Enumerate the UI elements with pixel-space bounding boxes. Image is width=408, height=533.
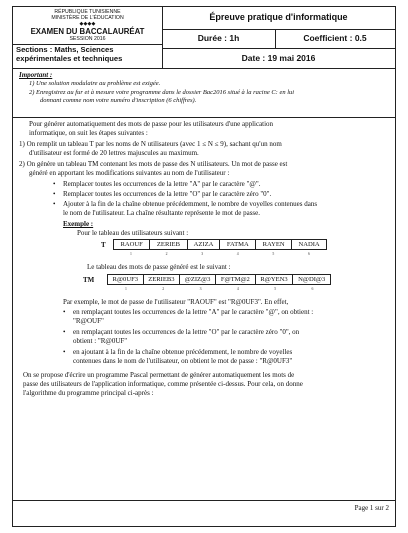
- duree-label: Durée : 1h: [197, 33, 240, 43]
- rule-bullet-3a: Ajouter à la fin de la chaîne obtenue précédemment, le nombre de voyelles contenues dans: [63, 200, 318, 208]
- important-heading: Important :: [19, 71, 53, 79]
- table-cell: NADIA: [292, 240, 327, 250]
- rule-bullet-3b: le nom de l'utilisateur. La chaîne résultante représente le mot de passe.: [63, 209, 260, 217]
- table-cell: N@DI@3: [293, 275, 331, 285]
- epreuve-title: Épreuve pratique d'informatique: [209, 12, 348, 22]
- intro-line-2: informatique, on suit les étapes suivantes :: [29, 129, 148, 137]
- table-cell: AZIZA: [187, 240, 220, 250]
- table-cell: ZERIEB3: [143, 275, 180, 285]
- step-2-line-1: 2) On génère un tableau TM contenant les mots de passe des N utilisateurs. Un mot de passe est: [19, 160, 288, 168]
- table-index: 4: [236, 252, 239, 256]
- republique-label: RÉPUBLIQUE TUNISIENNE: [54, 9, 121, 15]
- date-label: Date : 19 mai 2016: [241, 53, 316, 63]
- table-cell: R@0UF3: [108, 275, 144, 285]
- tm-caption: Le tableau des mots de passe généré est le suivant :: [87, 263, 231, 271]
- coefficient-label: Coefficient : 0.5: [303, 33, 367, 43]
- table-index: 6: [308, 252, 310, 256]
- step-1-line-1: 1) On remplit un tableau T par les noms de N utilisateurs (avec 1 ≤ N ≤ 9), sachant qu'un nom: [19, 140, 282, 148]
- exam-header: [13, 7, 395, 69]
- table-index: 2: [162, 287, 165, 291]
- table-cell: FATMA: [220, 240, 256, 250]
- page-number: Page 1 sur 2: [354, 504, 389, 512]
- rule-bullet-1: Remplacer toutes les occurrences de la lettre "A" par le caractère "@".: [63, 180, 261, 188]
- table-index: 5: [272, 252, 275, 256]
- table-index: 5: [274, 287, 277, 291]
- table-index: 6: [311, 287, 314, 291]
- sections-label: Sections : Maths, Sciences expérimentales et techniques: [16, 45, 123, 63]
- exemple-heading: Exemple :: [63, 220, 94, 228]
- important-note-1: 1) Une solution modulaire au problème est exigée.: [29, 80, 161, 87]
- table-index: 1: [130, 252, 132, 256]
- t-label: T: [101, 241, 106, 249]
- bullet-icon: •: [63, 348, 66, 356]
- t-caption: Pour le tableau des utilisateurs suivant :: [77, 229, 189, 237]
- bullet-icon: •: [53, 180, 56, 188]
- example-bullet-3b: contenues dans le nom de l'utilisateur, on obtient le mot de passe : "R@0UF3": [73, 357, 293, 365]
- step-2-line-2: généré en apportant les modifications suivantes au nom de l'utilisateur :: [29, 169, 230, 177]
- table-index: 3: [201, 252, 204, 256]
- ministere-label: MINISTÈRE DE L'ÉDUCATION: [51, 15, 124, 21]
- ornament: ◆◆◆◆: [79, 21, 96, 27]
- final-line-2: passe des utilisateurs de l'application informatique, comme présentée ci-dessus. Pour cela, on donne: [23, 380, 303, 388]
- table-cell: F@TM@2: [216, 275, 256, 285]
- tm-label: TM: [83, 276, 95, 284]
- example-bullet-2a: en remplaçant toutes les occurrences de la lettre "O" par le caractère zéro "0", on: [73, 328, 300, 336]
- table-cell: R@YEN3: [255, 275, 293, 285]
- table-index: 1: [125, 287, 127, 291]
- table-index: 3: [199, 287, 202, 291]
- example-bullet-1b: "R@OUF": [73, 317, 104, 325]
- final-line-1: On se propose d'écrire un programme Pascal permettant de générer automatiquement les mots de: [23, 371, 295, 379]
- table-cell: RAYEN: [256, 240, 292, 250]
- table-cell: ZERIEB: [150, 240, 187, 250]
- session-label: SESSION 2016: [69, 36, 106, 42]
- examen-title: EXAMEN DU BACCALAURÉAT: [30, 27, 145, 36]
- table-index: 2: [165, 252, 168, 256]
- table-cell: RAOUF: [114, 240, 150, 250]
- important-note-2b: donnant comme nom votre numéro d'inscription (6 chiffres).: [40, 97, 197, 104]
- intro-line-1: Pour générer automatiquement des mots de passe pour les utilisateurs d'une application: [29, 120, 274, 128]
- example-bullet-2b: obtient : "R@0UF": [73, 337, 128, 345]
- step-1-line-2: d'utilisateur est formé de 20 lettres majuscules au maximum.: [29, 149, 199, 157]
- final-line-3: l'algorithme du programme principal ci-après :: [23, 389, 154, 397]
- example-bullet-3a: en ajoutant à la fin de la chaîne obtenue précédemment, le nombre de voyelles: [73, 348, 293, 356]
- rule-bullet-2: Remplacer toutes les occurrences de la lettre "O" par le caractère zéro "0".: [63, 190, 272, 198]
- bullet-icon: •: [53, 200, 56, 208]
- table-index: 4: [236, 287, 239, 291]
- important-note-2: 2) Enregistrez au fur et à mesure votre programme dans le dossier Bac2016 situé à la racine C: en lui: [29, 89, 295, 96]
- bullet-icon: •: [63, 328, 66, 336]
- bullet-icon: •: [63, 308, 66, 316]
- example-bullet-1a: en remplaçant toutes les occurrences de la lettre "A" par le caractère "@", on obtient :: [73, 308, 314, 316]
- passwords-table: [107, 274, 331, 285]
- table-cell: @ZIZ@3: [180, 275, 216, 285]
- bullet-icon: •: [53, 190, 56, 198]
- example-line: Par exemple, le mot de passe de l'utilisateur "RAOUF" est "R@0UF3". En effet,: [63, 298, 289, 306]
- exam-page: [12, 6, 396, 527]
- users-table: [113, 239, 327, 250]
